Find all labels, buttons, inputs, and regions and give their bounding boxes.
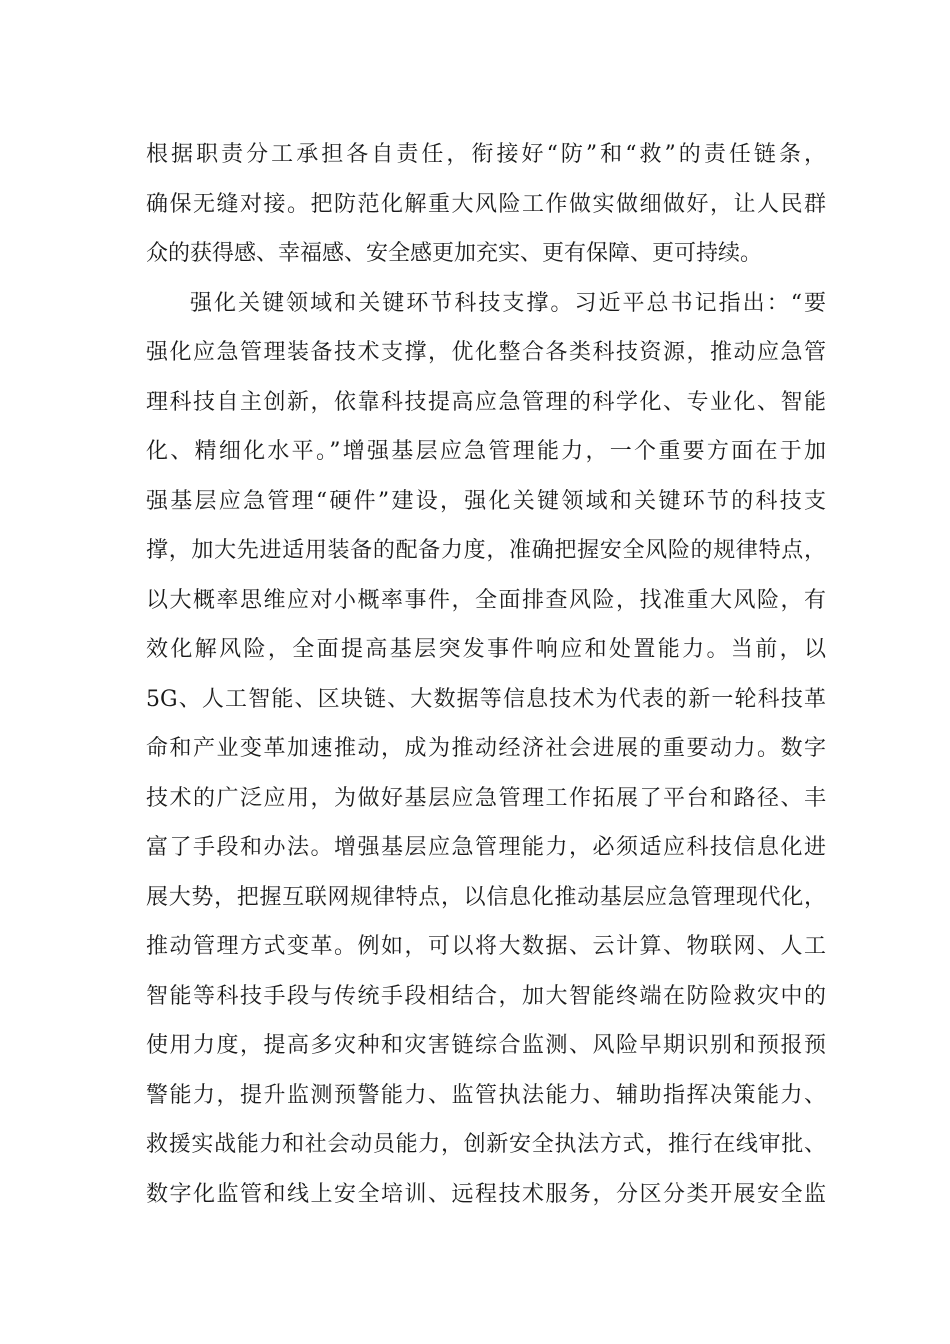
text-line: 强化应急管理装备技术支撑，优化整合各类科技资源，推动应急管	[146, 340, 826, 365]
body-text	[146, 130, 826, 1219]
text-line: 众的获得感、幸福感、安全感更加充实、更有保障、更可持续。	[146, 241, 763, 266]
text-line: 展大势，把握互联网规律特点，以信息化推动基层应急管理现代化，	[146, 884, 826, 910]
text-line: 数字化监管和线上安全培训、远程技术服务，分区分类开展安全监	[146, 1181, 826, 1207]
text-line: 理科技自主创新，依靠科技提高应急管理的科学化、专业化、智能	[146, 389, 826, 415]
paragraph-1	[146, 130, 826, 279]
text-line: 富了手段和办法。增强基层应急管理能力，必须适应科技信息化进	[146, 835, 826, 860]
text-line: 5G、人工智能、区块链、大数据等信息技术为代表的新一轮科技革	[146, 686, 826, 712]
text-line: 技术的广泛应用，为做好基层应急管理工作拓展了平台和路径、丰	[146, 785, 826, 811]
text-line: 撑，加大先进适用装备的配备力度，准确把握安全风险的规律特点，	[146, 538, 826, 563]
text-line: 命和产业变革加速推动，成为推动经济社会进展的重要动力。数字	[146, 736, 826, 761]
text-line: 救援实战能力和社会动员能力，创新安全执法方式，推行在线审批、	[146, 1132, 826, 1157]
text-line: 智能等科技手段与传统手段相结合，加大智能终端在防险救灾中的	[146, 983, 826, 1009]
text-line: 强基层应急管理“硬件”建设，强化关键领域和关键环节的科技支	[146, 488, 826, 514]
text-line: 效化解风险，全面提高基层突发事件响应和处置能力。当前，以	[146, 637, 826, 662]
text-line: 强化关键领域和关键环节科技支撑。习近平总书记指出：“要	[190, 290, 826, 316]
text-line: 以大概率思维应对小概率事件，全面排查风险，找准重大风险，有	[146, 587, 826, 613]
text-line: 确保无缝对接。把防范化解重大风险工作做实做细做好，让人民群	[146, 191, 826, 217]
text-line: 使用力度，提高多灾种和灾害链综合监测、风险早期识别和预报预	[146, 1033, 826, 1058]
text-line: 化、精细化水平。”增强基层应急管理能力，一个重要方面在于加	[146, 439, 826, 464]
text-line: 根据职责分工承担各自责任，衔接好“防”和“救”的责任链条，	[146, 142, 826, 167]
paragraph-2	[146, 279, 826, 1220]
text-line: 推动管理方式变革。例如，可以将大数据、云计算、物联网、人工	[146, 934, 826, 959]
text-line: 警能力，提升监测预警能力、监管执法能力、辅助指挥决策能力、	[146, 1082, 826, 1108]
